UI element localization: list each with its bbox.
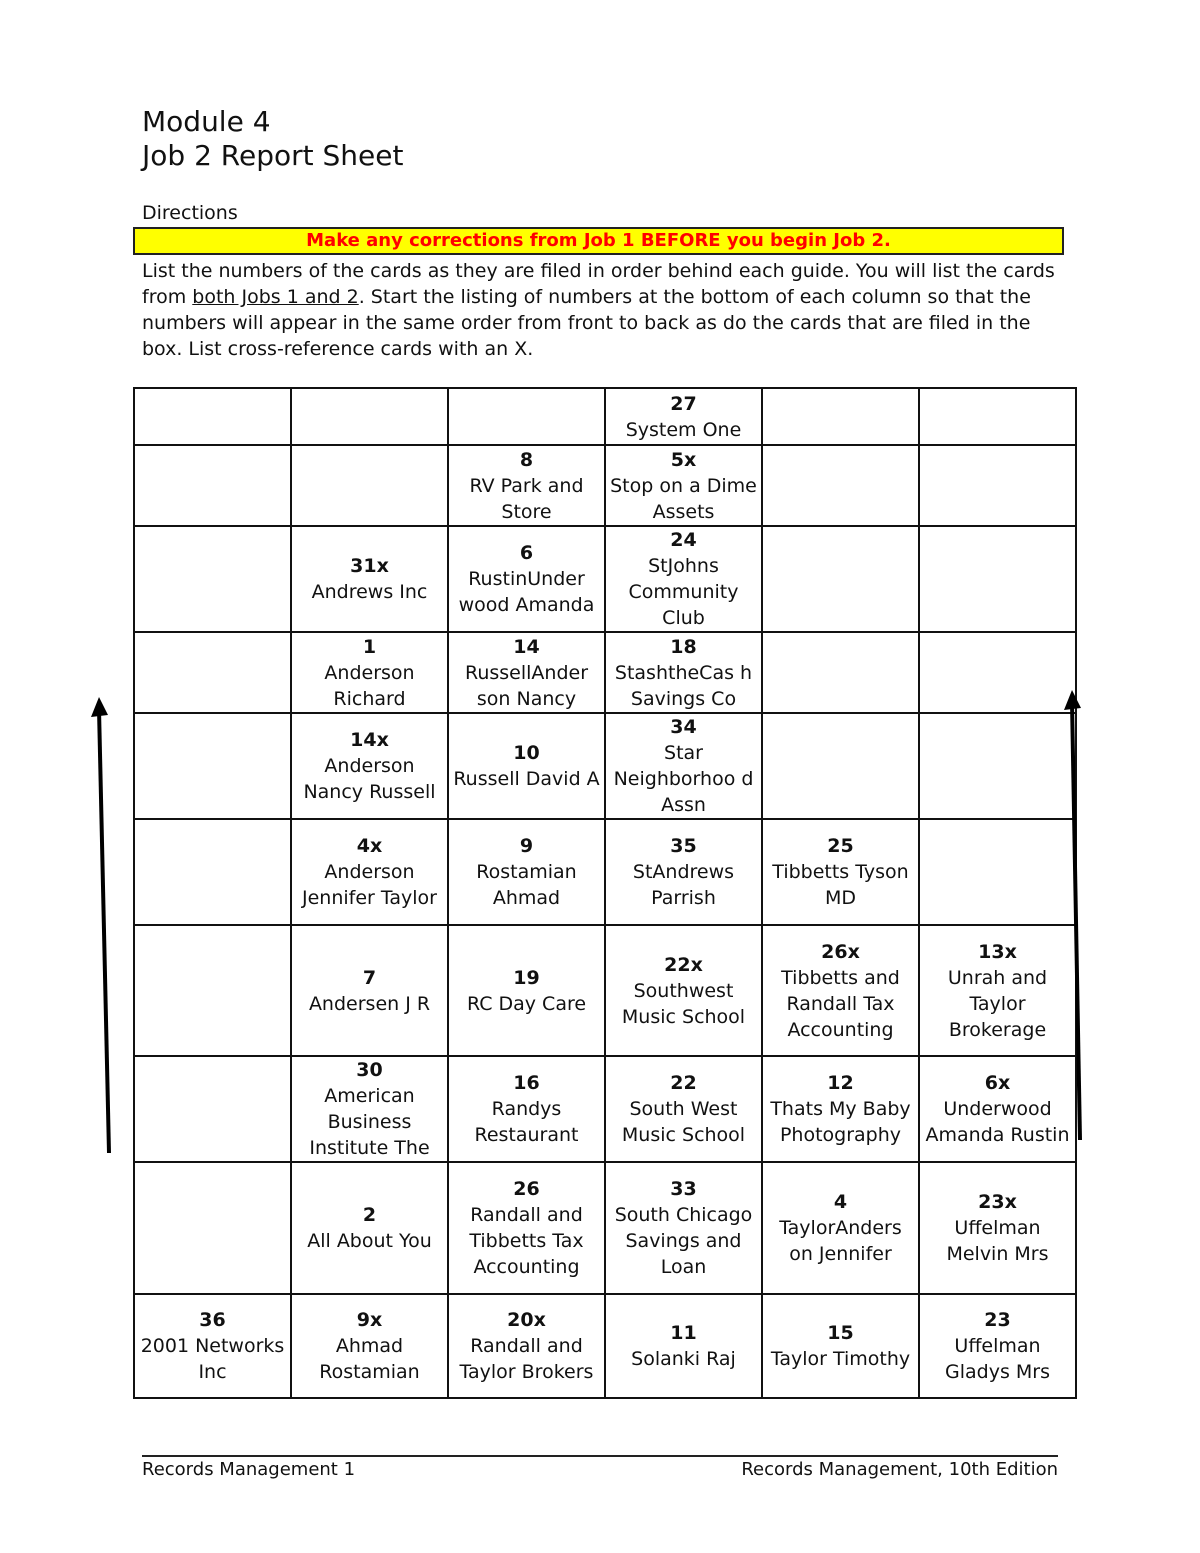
grid-cell: [762, 925, 919, 1056]
grid-cell: [919, 1162, 1076, 1294]
grid-cell: [919, 713, 1076, 819]
card-name: Andrews Inc: [311, 581, 428, 603]
card-number: 36: [199, 1309, 226, 1331]
grid-cell: [762, 1162, 919, 1294]
card-number: 22x: [664, 953, 703, 976]
grid-row: [134, 445, 1076, 526]
grid-cell: [134, 632, 291, 713]
directions-text-part1: List the numbers of the cards as they are filed in order behind each guide. You will list the cards from: [142, 260, 1055, 308]
grid-row: [134, 1162, 1076, 1294]
card-name: All About You: [307, 1230, 432, 1252]
grid-cell: [762, 819, 919, 925]
card-number: 6: [519, 542, 534, 564]
grid-cell: [762, 388, 919, 445]
grid-cell: [448, 526, 605, 632]
grid-cell: [134, 526, 291, 632]
card-name: TaylorAnders on Jennifer: [779, 1217, 902, 1265]
grid-cell: [605, 1056, 762, 1162]
card-name: Randall and Taylor Brokers: [459, 1335, 594, 1383]
card-name: Solanki Raj: [631, 1348, 736, 1370]
grid-cell: [448, 1294, 605, 1398]
card-number: 14: [513, 635, 540, 658]
card-name: System One: [625, 418, 742, 441]
card-number: 23: [984, 1309, 1011, 1331]
up-arrow-icon: [1061, 688, 1091, 1153]
grid-cell: [291, 1294, 448, 1398]
grid-row: [134, 713, 1076, 819]
grid-cell: [291, 445, 448, 526]
card-name: Tibbetts Tyson MD: [772, 861, 909, 909]
card-number: 16: [513, 1072, 540, 1094]
card-name: Taylor Timothy: [770, 1348, 911, 1370]
card-name: Thats My Baby Photography: [770, 1098, 911, 1146]
grid-cell: [605, 445, 762, 526]
card-number: 31x: [350, 555, 389, 577]
card-name: Underwood Amanda Rustin: [925, 1098, 1070, 1146]
card-number: 30: [356, 1059, 383, 1081]
card-name: South Chicago Savings and Loan: [614, 1204, 753, 1278]
card-number: 35: [670, 835, 697, 857]
card-number: 13x: [978, 940, 1017, 963]
card-name: Russell David A: [453, 768, 600, 790]
grid-cell: [448, 713, 605, 819]
grid-cell: [291, 388, 448, 445]
card-name: RustinUnder wood Amanda: [458, 568, 595, 616]
up-arrow-icon: [88, 695, 118, 1160]
card-number: 12: [827, 1072, 854, 1094]
grid-cell: [919, 526, 1076, 632]
directions-underlined: both Jobs 1 and 2: [192, 286, 359, 308]
grid-cell: [605, 388, 762, 445]
footer-right: Records Management, 10th Edition: [741, 1459, 1058, 1480]
card-name: Tibbetts and Randall Tax Accounting: [781, 966, 900, 1041]
card-number: 24: [670, 529, 697, 551]
card-number: 4: [833, 1191, 848, 1213]
card-name: Uffelman Melvin Mrs: [946, 1217, 1049, 1265]
report-title: Job 2 Report Sheet: [142, 139, 404, 172]
grid-cell: [134, 925, 291, 1056]
card-number: 23x: [978, 1191, 1017, 1213]
card-number: 34: [670, 716, 697, 738]
grid-cell: [762, 445, 919, 526]
directions-text: [142, 258, 1067, 362]
grid-row: [134, 1056, 1076, 1162]
card-name: Star Neighborhoo d Assn: [613, 742, 754, 816]
grid-row: [134, 819, 1076, 925]
grid-cell: [134, 388, 291, 445]
grid-cell: [448, 445, 605, 526]
grid-cell: [448, 632, 605, 713]
card-number: 5x: [670, 448, 697, 471]
grid-row: [134, 925, 1076, 1056]
grid-cell: [448, 388, 605, 445]
card-name: Stop on a Dime Assets: [610, 474, 757, 523]
grid-cell: [291, 1162, 448, 1294]
card-name: American Business Institute The: [309, 1085, 430, 1159]
grid-cell: [762, 713, 919, 819]
card-name: Anderson Jennifer Taylor: [302, 861, 437, 909]
directions-text-part2: . Start the listing of numbers at the bottom of each column so that the numbers will appear in the same order from front to back as do the cards that are filed in the box. List cross-reference cards with an X.: [142, 286, 1031, 360]
card-number: 1: [362, 635, 377, 658]
grid-cell: [762, 1294, 919, 1398]
card-name: 2001 Networks Inc: [140, 1335, 285, 1383]
grid-cell: [919, 632, 1076, 713]
grid-cell: [919, 1056, 1076, 1162]
card-number: 2: [362, 1204, 377, 1226]
card-name: Ahmad Rostamian: [319, 1335, 420, 1383]
grid-row: [134, 1294, 1076, 1398]
footer-divider: [142, 1455, 1058, 1457]
grid-cell: [919, 388, 1076, 445]
card-number: 6x: [984, 1072, 1011, 1094]
card-number: 8: [519, 448, 534, 471]
card-name: Southwest Music School: [621, 979, 746, 1028]
grid-cell: [448, 925, 605, 1056]
card-number: 14x: [350, 729, 389, 751]
card-number: 9x: [356, 1309, 383, 1331]
grid-cell: [605, 713, 762, 819]
directions-label: Directions: [142, 202, 238, 224]
grid-cell: [291, 632, 448, 713]
card-name: Unrah and Taylor Brokerage: [947, 966, 1048, 1041]
card-name: RV Park and Store: [469, 474, 584, 523]
card-number: 33: [670, 1178, 697, 1200]
card-number: 9: [519, 835, 534, 857]
card-number: 10: [513, 742, 540, 764]
card-number: 25: [827, 835, 854, 857]
grid-cell: [291, 713, 448, 819]
grid-cell: [291, 819, 448, 925]
grid-cell: [605, 1294, 762, 1398]
card-name: Randys Restaurant: [474, 1098, 579, 1146]
card-number: 26x: [821, 940, 860, 963]
grid-cell: [134, 1056, 291, 1162]
grid-cell: [605, 526, 762, 632]
card-name: Anderson Nancy Russell: [303, 755, 436, 803]
footer-left: Records Management 1: [142, 1459, 356, 1480]
card-name: StJohns Community Club: [628, 555, 739, 629]
grid-cell: [448, 1162, 605, 1294]
card-name: StAndrews Parrish: [632, 861, 735, 909]
grid-cell: [762, 632, 919, 713]
card-name: RussellAnder son Nancy: [464, 661, 589, 710]
grid-cell: [291, 526, 448, 632]
card-name: RC Day Care: [466, 992, 587, 1015]
corrections-banner: Make any corrections from Job 1 BEFORE you begin Job 2.: [133, 227, 1064, 255]
grid-cell: [919, 925, 1076, 1056]
card-number: 22: [670, 1072, 697, 1094]
card-number: 4x: [356, 835, 383, 857]
grid-cell: [134, 819, 291, 925]
grid-cell: [605, 632, 762, 713]
card-number: 19: [513, 966, 540, 989]
grid-cell: [134, 1162, 291, 1294]
grid-cell: [134, 445, 291, 526]
grid-row: [134, 632, 1076, 713]
grid-cell: [605, 819, 762, 925]
filing-grid: [133, 387, 1077, 1399]
card-name: StashtheCas h Savings Co: [614, 661, 753, 710]
grid-cell: [134, 1294, 291, 1398]
card-name: Anderson Richard: [324, 661, 415, 710]
grid-cell: [762, 1056, 919, 1162]
grid-cell: [605, 925, 762, 1056]
grid-cell: [291, 1056, 448, 1162]
grid-cell: [919, 445, 1076, 526]
grid-cell: [291, 925, 448, 1056]
card-name: Andersen J R: [308, 992, 431, 1015]
card-number: 26: [513, 1178, 540, 1200]
grid-cell: [919, 819, 1076, 925]
card-name: South West Music School: [621, 1098, 746, 1146]
grid-cell: [448, 819, 605, 925]
card-name: Randall and Tibbetts Tax Accounting: [469, 1204, 584, 1278]
grid-cell: [134, 713, 291, 819]
card-number: 11: [670, 1322, 697, 1344]
card-number: 20x: [507, 1309, 546, 1331]
module-title: Module 4: [142, 105, 271, 138]
card-number: 7: [362, 966, 377, 989]
grid-row: [134, 526, 1076, 632]
grid-cell: [762, 526, 919, 632]
grid-cell: [605, 1162, 762, 1294]
card-number: 27: [670, 392, 697, 415]
card-name: Uffelman Gladys Mrs: [945, 1335, 1050, 1383]
grid-cell: [919, 1294, 1076, 1398]
grid-row: [134, 388, 1076, 445]
card-name: Rostamian Ahmad: [476, 861, 577, 909]
card-number: 18: [670, 635, 697, 658]
card-number: 15: [827, 1322, 854, 1344]
grid-cell: [448, 1056, 605, 1162]
